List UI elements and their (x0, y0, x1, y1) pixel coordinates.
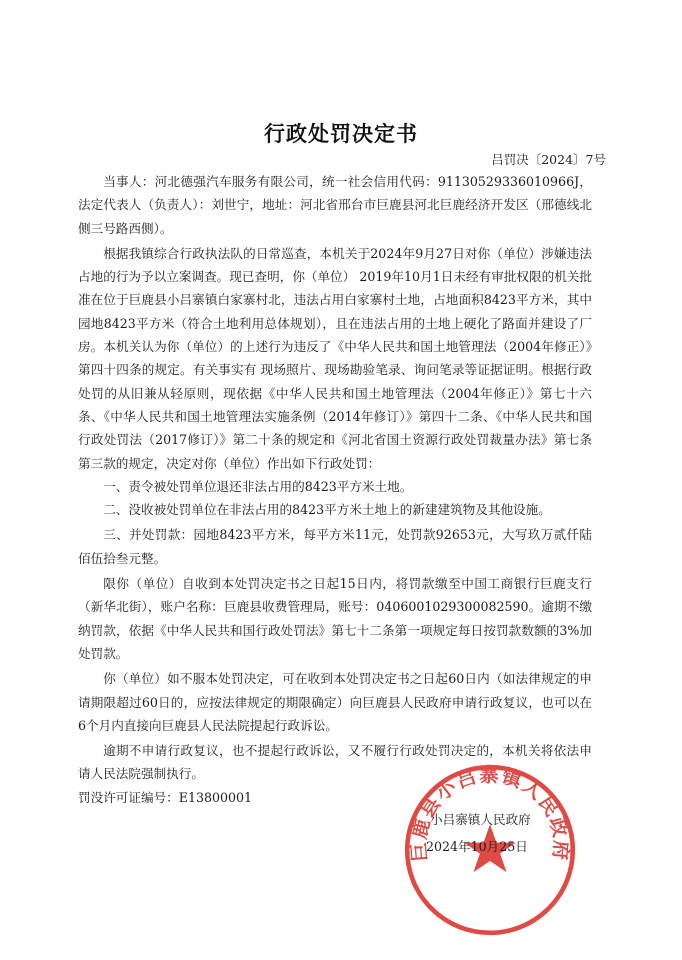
party-info-paragraph: 当事人：河北德强汽车服务有限公司，统一社会信用代码：91130529336010966J，法定代表人（负责人）：刘世宁，地址：河北省邢台市巨鹿县河北巨鹿经济开发区（邢德线北侧三号路西侧）。 (78, 174, 592, 236)
document-number: 吕罚决〔2024〕7号 (491, 152, 606, 167)
payment-paragraph: 限你（单位）自收到本处罚决定书之日起15日内，将罚款缴至中国工商银行巨鹿支行（新华北街），账户名称：巨鹿县收费管理局，账号：0406001029300082590。逾期不缴纳罚款，依据《中华人民共和国行政处罚法》第七十二条第一项规定每日按罚款数额的3%加处罚款。 (78, 576, 592, 661)
document-title: 行政处罚决定书 (264, 122, 418, 146)
penalty-item-3: 三、并处罚款：园地8423平方米，每平方米11元，处罚款92653元，大写玖万贰仟陆佰伍拾叁元整。 (78, 527, 592, 566)
penalty-item-2: 二、没收被处罚单位在非法占用的8423平方米土地上的新建建筑物及其他设施。 (103, 502, 551, 518)
seal-text: 巨鹿县小吕寨镇人民政府 (407, 763, 573, 863)
document-body (78, 170, 592, 809)
penalty-item-1: 一、责令被处罚单位退还非法占用的8423平方米土地。 (103, 478, 413, 494)
enforcement-paragraph: 逾期不申请行政复议，也不提起行政诉讼，又不履行行政处罚决定的，本机关将依法申请人民法院强制执行。 (78, 743, 592, 782)
signature-block (420, 806, 570, 860)
license-number-line: 罚没许可证编号：E13800001 (78, 789, 253, 805)
signature-organization: 小吕寨镇人民政府 (430, 812, 531, 827)
signature-date: 2024年10月25日 (426, 839, 528, 854)
facts-paragraph: 根据我镇综合行政执法队的日常巡查，本机关于2024年9月27日对你（单位）涉嫌违法占地的行为予以立案调查。现已查明，你（单位） 2019年10月1日未经有审批权限的机关批准在位于巨鹿县小吕寨镇白家寨村北，违法占用白家寨村土地，占地面积8423平方米，其中园地8423平方米（符合土地利用总体规划），且在违法占用的土地上硬化了路面并建设了厂房。本机关认为你（单位）的上述行为违反了《中华人民共和国土地管理法（2004年修正）》第四十四条的规定。有关事实有 现场照片、现场勘验笔录、询问笔录等证据证明。根据行政处罚的从旧兼从轻原则，现依据《中华人民共和国土地管理法（2004年修正）》第七十六条、《中华人民共和国土地管理法实施条例（2014年修订）》第四十二条、《中华人民共和国行政处罚法（2017修订）》第二十条的规定和《河北省国土资源行政处罚裁量办法》第七条第三款的规定，决定对你（单位）作出如下行政处罚： (78, 245, 592, 471)
appeal-paragraph: 你（单位）如不服本处罚决定，可在收到本处罚决定书之日起60日内（如法律规定的申请期限超过60日的，应按法律规定的期限确定）向巨鹿县人民政府申请行政复议，也可以在6个月内直接向巨鹿县人民法院提起行政诉讼。 (78, 671, 592, 733)
